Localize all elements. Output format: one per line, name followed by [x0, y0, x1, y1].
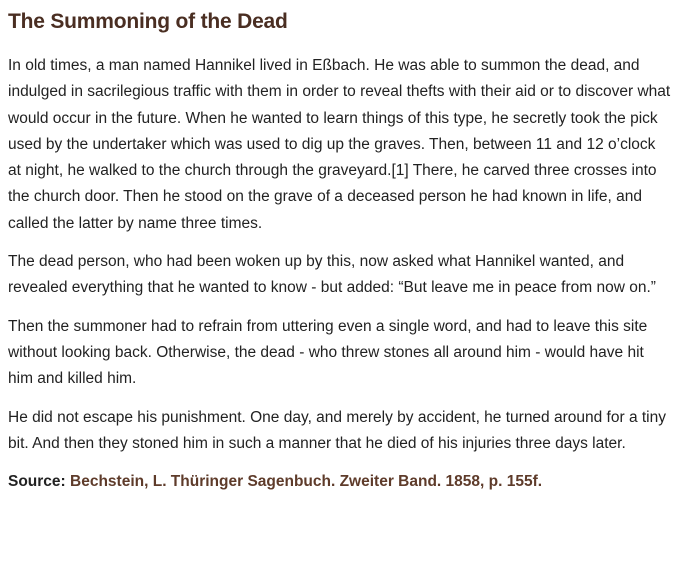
paragraph-3: Then the summoner had to refrain from uttering even a single word, and had to leave this site without looking back. Otherwise, the dead - who threw stones all around him - would have hit him and killed him.	[8, 317, 648, 388]
page-title: The Summoning of the Dead	[8, 10, 288, 33]
paragraph-4: He did not escape his punishment. One day, and merely by accident, he turned around for a tiny bit. And then they stoned him in such a manner that he died of his injuries three days later.	[8, 408, 666, 452]
paragraph-1-text-end: There, he carved three crosses into the church door. Then he stood on the grave of a deceased person he had known in life, and called the latter by name three times.	[8, 162, 657, 232]
footnote-reference-1[interactable]: [1]	[391, 162, 409, 180]
source-line	[8, 469, 671, 495]
paragraph-1-text-start: In old times, a man named Hannikel lived in Eßbach. He was able to summon the dead, and indulged in sacrilegious traffic with them in order to reveal thefts with their aid or to discover what would occur in the future. When he wanted to learn things of this type, he secretly took the pick used by the undertaker which was used to dig up the graves. Then, between 11 and 12 o’clock at night, he walked to the church through the graveyard.	[8, 57, 671, 180]
source-label: Source:	[8, 473, 66, 491]
paragraph-2: The dead person, who had been woken up by this, now asked what Hannikel wanted, and revealed everything that he wanted to know - but added: “But leave me in peace from now on.”	[8, 253, 656, 297]
paragraph-1	[8, 53, 671, 237]
source-reference-link[interactable]: Bechstein, L. Thüringer Sagenbuch. Zweiter Band. 1858, p. 155f.	[70, 473, 543, 491]
